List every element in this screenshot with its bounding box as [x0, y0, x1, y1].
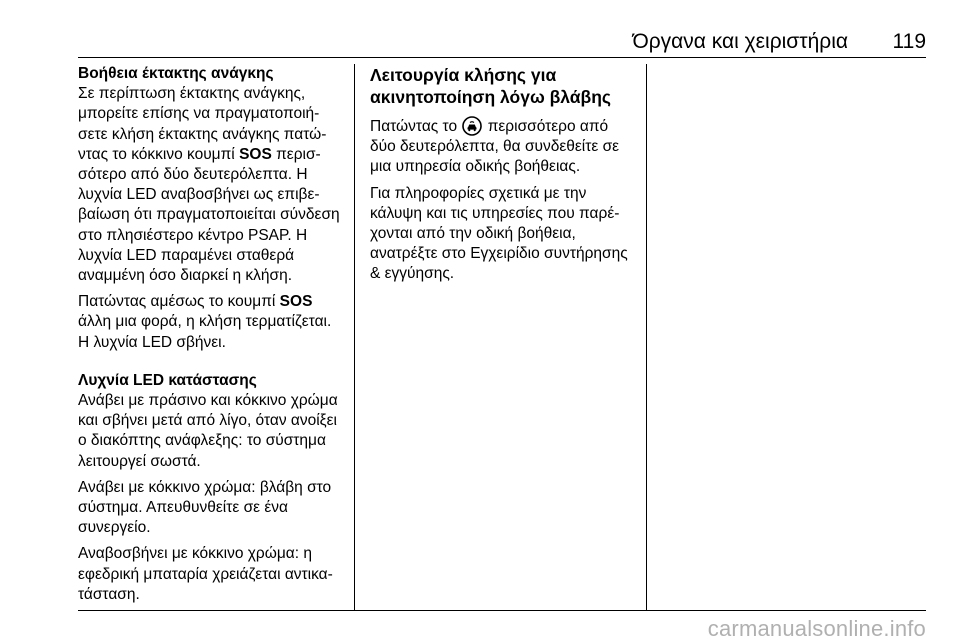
section-heading-emergency: Βοήθεια έκτακτης ανάγκης — [78, 65, 274, 82]
sos-label: SOS — [279, 293, 313, 311]
left-column — [78, 64, 346, 611]
paragraph-coverage-info: Για πληροφορίες σχετικά με την κάλυψη και τις υπηρεσίες που παρέ-χονται από την οδική βοήθεια, ανατρέξτε στο Εγχειρίδιο συντήρησης & εγγύησης. — [370, 184, 628, 283]
column-divider — [354, 64, 355, 610]
sos-label: SOS — [239, 145, 272, 163]
footer-rule — [78, 610, 926, 611]
page-number: 119 — [892, 30, 926, 53]
paragraph-led-red: Ανάβει με κόκκινο χρώμα: βλάβη στο σύστημα. Απευθυνθείτε σε ένα συνεργείο. — [78, 478, 332, 537]
right-column — [370, 64, 638, 291]
paragraph-led-flashing: Αναβοσβήνει με κόκκινο χρώμα: η εφεδρική μπαταρία χρειάζεται αντικα-τάσταση. — [78, 545, 333, 603]
column-divider-right — [646, 64, 647, 610]
page-header — [78, 18, 926, 54]
paragraph-end-call: Πατώντας αμέσως το κουμπί SOS άλλη μια φορά, η κλήση τερματίζεται. Η λυχνία LED σβήνει. — [78, 293, 332, 351]
section-heading-breakdown-call: Λειτουργία κλήσης για ακινητοποίηση λόγω βλάβης — [370, 65, 612, 107]
paragraph-emergency-call: Σε περίπτωση έκτακτης ανάγκης, μπορείτε επίσης να πραγματοποιή-σετε κλήση έκτακτης ανάγκης πατώ-ντας το κόκκινο κουμπί SOS περισ-σότερο από δύο δευτερόλεπτα. Η λυχνία LED αναβοσβήνει ως επιβε-βαίωση ότι πραγματοποιείται σύνδεση στο πλησιέστερο κέντρο PSAP. Η λυχνία LED παραμένει σταθερά αναμμένη όσο διαρκεί η κλήση. — [78, 85, 340, 285]
section-heading-led-status: Λυχνία LED κατάστασης — [78, 371, 257, 389]
paragraph-led-green-red: Ανάβει με πράσινο και κόκκινο χρώμα και σβήνει μετά από λίγο, όταν ανοίξει ο διακόπτης ανάφλεξης: το σύστημα λειτουργεί σωστά. — [78, 392, 338, 470]
page-title: Όργανα και χειριστήρια — [632, 30, 848, 53]
paragraph-breakdown-call: Πατώντας το περισσότερο από δύο δευτερόλεπτα, θα συνδεθείτε σε μια υπηρεσία οδικής βοήθειας. — [370, 118, 620, 176]
watermark: carmanualsonline.info — [707, 616, 926, 641]
roadside-assistance-icon — [462, 116, 482, 136]
header-rule — [78, 57, 926, 58]
